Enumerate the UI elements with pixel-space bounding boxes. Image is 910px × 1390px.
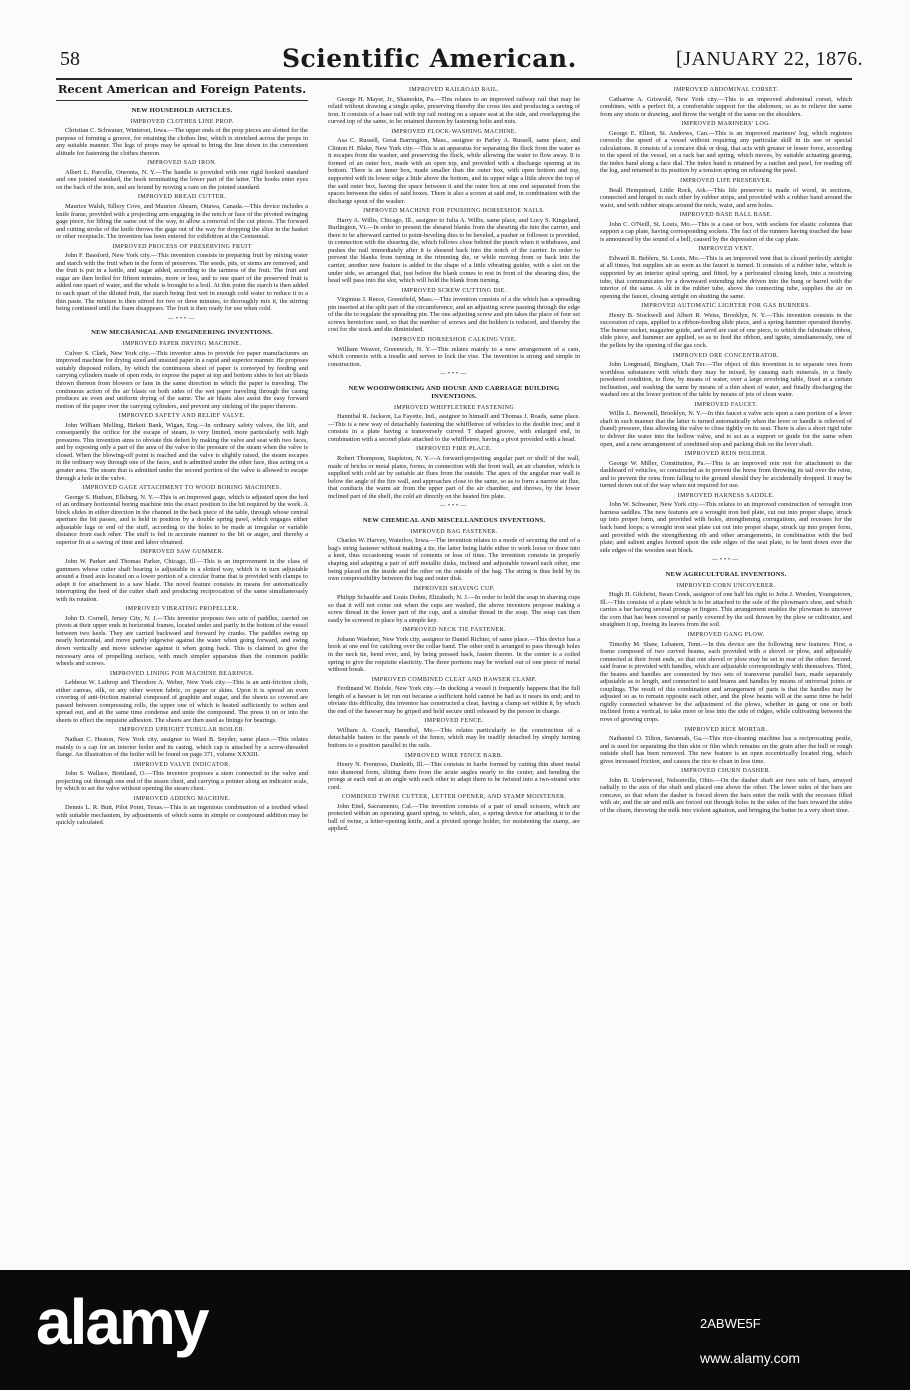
article-body: Beall Hempstead, Little Rock, Ark.—This life preserver is made of wood, in sections, connected and hinged to each other by rubber strips, and provided with a rubber band around the waist, and with rubber straps around the neck, waist, and arm holes. — [600, 186, 852, 209]
article-body: Dennis L. R. Butt, Pilot Point, Texas.—This is an ingenious combination of a toothed wheel with suitable mechanism, by adjustments of which sums in simple or compound addition may be quickly calculated. — [56, 804, 308, 827]
article-heading: IMPROVED BASE BALL BASE. — [679, 212, 773, 219]
article-body: Robert Thompson, Stapleton, N. Y.—A forward-projecting angular part or shelf of the wall, made of bricks or metal plates, forms, in connection with the front wall, an air chamber, which is supplied with cold air by suitable air flues from the outside. The apex of the angular rear wall is below the angle of the fire wall, and approaches close to the same, so as to form a narrow air flue, that conducts the warm air from the upper part of the air chamber, and throws, by the lower inclined part of the shelf, the cold air directly on the heated fire plate. — [328, 454, 580, 500]
article-heading: IMPROVED VIBRATING PROPELLER. — [125, 606, 239, 613]
article-heading: IMPROVED PROCESS OF PRESERVING FRUIT — [112, 243, 252, 250]
stock-url: www.alamy.com — [700, 1350, 801, 1366]
article-body: John Eitel, Sacramento, Cal.—The invention consists of a pair of small scissors, which are protected within an operating guard spring, to which, also, a spring device for attaching it to the ball of twine, a letter-opening knife, and a pivoted sponge holder, for moistening the stamp, are applied. — [328, 802, 580, 833]
article-body: John Longmaid, Bingham, Utah Ter.—The object of this invention is to separate ores from worthless substances with which they may be mixed, by causing such minerals, in a finely powdered condition, to flow, by means of water, over a large revolving table, fixed at a certain inclination, and washing the same by means of a thin sheet of water, and finally discharging the washed ore at the lower portion of the table by means of jets of clean water. — [600, 361, 852, 399]
article-heading: IMPROVED LIFE PRESERVER. — [680, 178, 772, 185]
article-heading: IMPROVED NECK TIE FASTENER. — [402, 627, 506, 634]
article-body: Hannibal R. Jackson, La Fayette, Ind., assignor to himself and Thomas J. Roads, same place.—This is a new way of detachably fastening the whiffletree of vehicles to the double tree; and it consists in a plate having a transversely curved T shaped groove, with enlarged end, in combination with a second plate attached to the whiffletree, having a pivot provided with a head. — [328, 413, 580, 443]
article-heading: IMPROVED COMBINED CLEAT AND HAWSER CLAMP. — [371, 676, 537, 683]
article-heading: IMPROVED CORN UNCOVERER. — [676, 582, 776, 589]
article-body: Timothy M. Shaw, Lebanon, Tenn.—In this device are the following new features: First, a frame composed of two curved beams, each provided with a shovel or plow, and adjustably connected at their front ends, so that one shovel or plow may be set in rear of the other. Second, said frame is provided with handles, which are adjustable correspondingly with themselves. Third, the beams and handles are connected by two sets of transverse parallel bars, made separately adjustable as to length, and connected to said beams and handles by means of universal joints or couplings. The result of this combination and arrangement of parts is that the handles may be adjusted so as to remain opposite each other, and the plow beams will at the same time be held rigidly connected whatever be the adjustment of the plows, whether in gang or one or both inclined from a vertical, to take more or less into the side of ridges, while cultivating between the rows of growing crops. — [600, 640, 852, 724]
article-heading: IMPROVED GANG PLOW. — [687, 632, 765, 638]
article-body: John W. Parker and Thomas Parker, Chicago, Ill.—This is an improvement in the class of gummers whose cutter shaft bearing is adjustable in a slotted way, which is in turn adjustable around a fixed axis located on a lower portion of a circular frame that is provided with clamps to adapt it for attachment to a saw blade. The novel feature consists in means for automatically interrupting the feed of the cutter shaft and producing reciprocation of the same simultaneously with its rotation. — [56, 557, 308, 603]
article-heading: IMPROVED FAUCET. — [694, 401, 758, 408]
article-body: John R. Underwood, Nelsonville, Ohio.—On the dasher shaft are two sets of bars, arrayed radially to the axis of the shaft and placed one above the other. The lower sides of the bars are concave, so that when the dasher is forced down the bars enter the milk with the recesses filled with air, and the air and milk are forced out through holes in the sides of the bars toward the sides of the churn, throwing the milk into violent agitation, and bringing the butter in a very short time. — [600, 776, 852, 815]
article-heading: IMPROVED ABDOMINAL CORSET. — [673, 87, 779, 93]
article-body: Nathaniel O. Tilton, Savannah, Ga.—This rice-cleaning machine has a reciprocating pestle, and is used for separating the thin skin or film which remains on the grain after the hull or rough outside shell has been removed. The new feature is an open eccentrically located ring, which gives increased friction, and causes the rice to clean in less time. — [600, 735, 852, 765]
article-heading: IMPROVED SAW GUMMER. — [140, 549, 224, 556]
article-body: Christian C. Schwaner, Winterset, Iowa.—The upper ends of the prop pieces are slotted for the purpose of forming a groove, for retaining the clothes line, which is stretched across the props in any suitable manner. The legs of props may be spread to bring the line down to the convenient altitude for fastening the clothes thereon. — [56, 127, 308, 157]
issue-date: [JANUARY 22, 1876. — [676, 48, 864, 70]
article-heading: IMPROVED WIRE FENCE BARB. — [405, 752, 503, 759]
article-heading: IMPROVED MACHINE FOR FINISHING HORSESHOE NAILS. — [363, 208, 545, 215]
masthead-title: Scientific American. — [282, 44, 577, 73]
article-heading: IMPROVED SCREW CUTTING DIE. — [401, 287, 507, 294]
article-heading: IMPROVED LINING FOR MACHINE BEARINGS. — [110, 670, 254, 677]
stock-image-id: 2ABWE5F — [700, 1316, 761, 1331]
article-body: Nathan C. Heaton, New York city, assignor to Ward B. Snyder, same place.—This relates mainly to a cap for an interior boiler and its casing, which cap is attached by a screw-threaded flange. An illustration of the boiler will be found on page 371, volume XXXIII. — [56, 736, 308, 759]
article-heading: IMPROVED GAGE ATTACHMENT TO WOOD BORING MACHINES. — [82, 485, 282, 492]
section-ornament: —•••— — [167, 315, 197, 322]
article-body: John F. Bassford, New York city.—This invention consists in preparing fruit by mixing water and starch with the fruit when in the form of preserves. The seeds, pits, or stems are removed, and the fruit is put in a kettle, and sugar added, according to the tartness of the fruit. The fruit and sugar are then boiled for fifteen minutes, more or less, and to one quart of the preserved fruit is added one quart of water, and the whole is brought to a boil. At this point the starch is then added to each quart of the diluted fruit, the starch being first wet in enough cold water to reduce it to a thin paste. The mixture is then stirred for two or three minutes, to thoroughly mix it, the stirring being continued until the foam disappears. The fruit is then ready for use when cold. — [56, 252, 308, 313]
section-heading: NEW AGRICULTURAL INVENTIONS. — [665, 570, 787, 578]
article-body: George S. Hudson, Ellsburg, N. Y.—This is an improved gage, which is adjusted upon the bed of an ordinary horizontal boring machine into the exact position to the bit required by the work. A block slides in either direction in the channel in the back piece of the table, through whose central aperture the bit passes, and is held in position by a double spring pawl, which engages either adjustable lugs or end of the stuff, according to the holes to be made at irregular or variable distance from each other. The stuff is fed in accurate manner to the bit or auger, and thereby a superior fit at a saving of time and labor obtained. — [56, 493, 308, 546]
article-heading: IMPROVED VALVE INDICATOR. — [133, 761, 231, 768]
column-3 — [600, 84, 852, 1234]
article-body: John W. Schwaner, New York city.—This relates to an improved construction of wrought iron harness saddles. The new features are a wrought iron bed plate, cut out into proper shape, struck up into proper form, and provided with holes, strengthening corrugations, and recesses for the back band loops; a wrought iron seat plate cut out into proper shape, struck up into proper form, and provided with the strengthening rib and other arrangements, in combination with the bed plate; and salient angles formed upon the side edges of the seat plate, to be bent down over the side edges of the wooden seat block. — [600, 501, 852, 554]
article-heading: IMPROVED HARNESS SADDLE. — [677, 492, 775, 499]
article-heading: IMPROVED UPRIGHT TUBULAR BOILER. — [119, 727, 245, 734]
article-heading: IMPROVED SAFETY AND RELIEF VALVE. — [118, 413, 246, 420]
article-heading: COMBINED TWINE CUTTER, LETTER OPENER, AND STAMP MOISTENER. — [341, 794, 567, 801]
article-body: Lebbeus W. Lathrop and Theodore A. Weber, New York city.—This is an anti-friction cloth, either canvas, silk, or any other woven fabric, or paper or skins. Upon it is spread an even covering of anti-friction material composed of graphite and sugar, and the sheets so covered are passed between compressing rolls, the upper one of which is heated sufficiently to soften and spread out, and at the same time condense and unite the compound. The press it on or into the sheets to effect the requisite adhesion. The sheets are then used as linings for bearings. — [56, 679, 308, 724]
article-body: Maurice Walsh, Sillery Cove, and Maurice Ahearn, Ottawa, Canada.—This device includes a knife frame, provided with a projecting arm engaging in the notch or face of the pivoted swinging gage piece, for lifting the same out of the way, to allow a removal of the cut pieces. The forward and cutting stroke of the knife throws the gage out of the way for dropping the slice in the basket or other receptacle. The invention has been entered for exhibition at the Centennial. — [56, 203, 308, 241]
section-ornament: —•••— — [439, 503, 469, 510]
article-body: John S. Wallace, Brettland, O.—This inventor proposes a stem connected to the valve and projecting out through one end of the steam chest, and carrying a pointer along an indicator scale, by which to set the valve without opening the steam chest. — [56, 770, 308, 793]
article-body: George E. Elliott, St. Andrews, Can.—This is an improved mariners' log, which registers correctly the speed of a vessel without requiring any particular skill in its use or special calculations. It consists of a concave disk or drag, that acts with greater or lesser force, according to the speed of the vessel, on a rack bar and spring, which moves, by suitable actuating gearing, the index hand along a face dial. The index hand is retained by a ratchet and pawl, for reading off the log, and returned to its position by a tension spring on releasing the pawl. — [600, 129, 852, 175]
article-body: Philipp Schauble and Louis Dohm, Elizabeth, N. J.—In order to hold the soap in shaving cups so that it will not come out when the cups are washed, the above inventors propose making a screw thread in the lower part of the cup, and a similar thread in the soap. The soap can then easily be screwed in place by a simple key. — [328, 594, 580, 624]
article-body: John William Melling, Birkett Bank, Wigan, Eng.—In ordinary safety valves, the lift, and consequently the orifice for the escape of steam, is very limited, more particularly with high pressures. This invention aims to obviate this defect by making the valve and seat with two faces, and by exposing only a part of the area of the valve to the pressure of the steam when the valve is closed. When the blowing-off point is reached and the valve is slightly raised, the steam escapes in the ordinary way through one of the faces, and is admitted under the other face, thus acting on a greater area. The steam that is admitted under the second portion of the valve is allowed to escape through a hole in the valve. — [56, 421, 308, 482]
article-body: Catharine A. Griswold, New York city.—This is an improved abdominal corset, which combines, with a perfect fit, a comfortable support for the abdomen, so as to relieve the same from any strain or drawing, and throw the weight of the same on the shoulders. — [600, 95, 852, 118]
section-heading: NEW HOUSEHOLD ARTICLES. — [131, 106, 233, 114]
article-heading: IMPROVED VENT. — [698, 246, 754, 253]
article-heading: IMPROVED FIRE PLACE. — [416, 446, 492, 453]
section-heading: NEW CHEMICAL AND MISCELLANEOUS INVENTIONS. — [362, 516, 546, 524]
article-heading: IMPROVED CLOTHES LINE PROP. — [130, 118, 234, 125]
section-title-rule — [56, 100, 308, 101]
article-body: Culver S. Clark, New York city.—This inventor aims to provide for paper manufacturers an improved machine for drying sized and unsized paper in a rapid and superior manner. He proposes suitably disposed rollers, by which the continuous sheet of paper is conveyed by feeding and carrying cylinders made of open rods, to expose the paper at top and bottom sides to hot air blasts thrown thereon from blowers or fans in the same direction in which the paper is traveling. The continuous action of the air blasts on both sides of the wet paper traveling through the casing produces an even and uniform drying of the same. The air blasts also assist the easy forward motion of the paper over the carrying cylinders, and prevent any sticking of the paper thereon. — [56, 349, 308, 410]
article-heading: IMPROVED RAILROAD RAIL. — [408, 87, 500, 93]
article-body: George H. Mayer, Jr., Shamokin, Pa.—This relates to an improved railway rail that may be relaid without drawing a single spike, preserving thereby the cross ties and producing a saving of iron. It consists of a base rail with top rail resting on a square seat at the side, and overlapping the curved top of the same, to be retained thereon by fastening bolts and nuts. — [328, 95, 580, 126]
article-body: William Weaver, Greenwich, N. Y.—This relates mainly to a new arrangement of a cam, which connects with a treadle and serves to lock the vise. The invention is strong and simple in construction. — [328, 345, 580, 368]
article-heading: IMPROVED ADDING MACHINE. — [133, 795, 231, 802]
section-ornament: —•••— — [439, 371, 469, 378]
section-title: Recent American and Foreign Patents. — [57, 84, 307, 96]
article-heading: IMPROVED AUTOMATIC LIGHTER FOR GAS BURNERS. — [641, 303, 811, 310]
article-heading: IMPROVED ORE CONCENTRATOR. — [672, 352, 780, 359]
column-1 — [56, 84, 308, 1234]
article-body: John C. O'Neill, St. Louis, Mo.—This is a case or box, with sockets for elastic columns that support a cap plate, having corresponding sockets. The fact of the runners having touched the base is announced by the sound of a bell, caused by the depression of the cap plate. — [600, 220, 852, 243]
article-heading: IMPROVED HORSESHOE CALKING VISE. — [391, 336, 517, 343]
article-body: John D. Cornell, Jersey City, N. J.—This inventor proposes two sets of paddles, carried on pivots at their upper ends in horizontal frames, located under and partly in the bottom of the vessel between two keels. They are carried backward and forward by cranks. The paddles swing up nearly horizontal, and move partly edgewise against the water when going forward, and swing down vertically and move sidewise against it when going back. This is claimed to give the necessary area of propelling surface, with much simpler apparatus than the common paddle wheels and screws. — [56, 614, 308, 668]
article-body: George W. Miller, Constitution, Pa.—This is an improved rein rest for attachment to the dashboard of vehicles, so constructed as to prevent the horse from throwing its tail over the reins, and to prevent the reins from falling to the ground should they be accidentally dropped. It may be turned down out of the way when not required for use. — [600, 459, 852, 490]
stock-logo: alamy — [36, 1286, 208, 1358]
article-body: Hugh H. Gilchrist, Swan Creek, assignor of one half his right to John J. Worden, Youngstown, Ill.—This consists of a plate which is to be attached to the sole of the plowman's shoe, and which carries a bar having several prongs or fingers. This arrangement enables the plowman to uncover the corn that has been covered or partly covered by the soil thrown by the plow or cultivator, and straighten it up, freeing its leaves from the soil. — [600, 591, 852, 629]
article-body: Virginius J. Reece, Greenfield, Mass.—This invention consists of a die which has a spreading pin inserted at the split part of the circumference, and an adjusting screw passing through the edge of the die to regulate the spreading pin. The one adjusting screw and pin takes the place of four set screws heretofore used, so that the number of screws and die holders is reduced, and thereby the cost for die stock and die diminished. — [328, 296, 580, 334]
article-body: Ferdinand W. Hofele, New York city.—In docking a vessel it frequently happens that the full length of a hawser is let run out because a sufficient hold cannot be had as it nears its end; and to obviate this difficulty, this inventor has constructed a cleat, having a clamp set within it, by which the end of the hawser may be griped and held secure until released by the person in charge. — [328, 685, 580, 715]
article-body: Johann Waehner, New York city, assignor to Daniel Richter, of same place.—This device has a hook at one end for catching over the collar band. The other end is arranged to pass through holes in the neck tie, bend over, and, by being pressed back, fasten thereto. In the center is a coiled spring to give the requisite elasticity. The three portions may be worked out of one piece of metal without break. — [328, 635, 580, 674]
section-heading: NEW MECHANICAL AND ENGINEERING INVENTIONS. — [91, 329, 273, 337]
section-ornament: —•••— — [711, 557, 741, 564]
article-body: Asa C. Russell, Great Barrington, Mass., assignor to Parley A. Russell, same place, and Clinton H. Blake, New York city.—This is an apparatus for separating the flock from the water as it escapes from the washer, and preserving the flock, while allowing the water to flow away. It is formed of an outer box, made with an open top, and provided with a discharge opening at its bottom. There is an inner box, made smaller than the outer box, with open bottom and top, supported with its lower edge a little above the bottom, and its upper edge a little above the top of the said outer box, having the space between it and the outer box at one end separated from the spaces between the sides of said boxes. There is also a screen at said end, in combination with the discharge spout of the washer. — [328, 137, 580, 205]
section-heading: NEW WOODWORKING AND HOUSE AND CARRIAGE BUILDING INVENTIONS. — [348, 384, 560, 400]
article-heading: IMPROVED MARINERS' LOG. — [681, 121, 771, 128]
column-2 — [328, 84, 580, 1234]
article-heading: IMPROVED BAG FASTENER. — [410, 528, 498, 535]
article-heading: IMPROVED RICE MORTAR. — [684, 726, 768, 733]
article-body: Henry B. Stockwell and Albert R. Weiss, Brooklyn, N. Y.—This invention consists in the succession of caps, applied to a ribbon-feeding slide piece, and a spring hammer operated thereby. The burner socket, magazine guide, and anvil are cast of one piece, to which the fulminate ribbon, slide piece, and hammer are applied, so as to feed the ribbon, and ignite, simultaneously, one of the pellets by the opening of the gas cock. — [600, 311, 852, 349]
article-heading: IMPROVED SHAVING CUP. — [413, 585, 495, 592]
article-body: Albert L. Parcelle, Oneonta, N. Y.—The handle is provided with one rigid hooked standard and one jointed standard, the hook terminating the lower part of the latter. The hooks enter eyes on the back of the iron, and are bound by moving a cam on the jointed standard. — [56, 168, 308, 191]
article-body: Edward R. Beblers, St. Louis, Mo.—This is an improved vent that is closed perfectly airtight at all times, but supplies air as soon as the faucet is turned. It consists of a rubber tube, which is supported by an interior spiral spring, and fitted, by a perforated closing knob, into a receiving tube, that communicates by a downward extending tube driven into the bung or barrel with the interior of the same. A slit in the rubber tube, above the connecting tube, supplies the air on opening the faucet, closing airtight on shutting the same. — [600, 254, 852, 300]
article-body: Henry N. Frentress, Dunleith, Ill.—This consists in barbs formed by cutting thin sheet metal into diamond form, slitting them from the acute angles nearly to the center, and bending the prongs at each end at an angle with each other to adapt them to be twisted into a two-strand wire cord. — [328, 761, 580, 791]
article-heading: IMPROVED PAPER DRYING MACHINE. — [122, 341, 242, 348]
article-heading: IMPROVED SAD IRON. — [147, 160, 217, 167]
article-body: Willis L. Brownell, Brooklyn, N. Y.—In this faucet a valve acts upon a cam portion of a lever shaft in such manner that the latter is turned automatically when the lever or handle is relieved of (hand) pressure, thus allowing the valve to close tightly on its seat. There is also a short rigid tube to deliver the water into the hollow valve, and to act as a support or guide for the same when open, and a new arrangement of combined stop and packing disk on the lever shaft. — [600, 410, 852, 448]
article-heading: IMPROVED FLOCK-WASHING MACHINE. — [391, 128, 517, 135]
article-heading: IMPROVED FENCE. — [424, 718, 484, 725]
article-body: William A. Couch, Hannibal, Mo.—This relates particularly to the construction of a detachable batten to the panels of the fence, which may be readily detached by simply turning buttons to a position parallel to the rails. — [328, 726, 580, 750]
page-number: 58 — [60, 48, 80, 70]
header-rule — [56, 78, 852, 80]
article-heading: IMPROVED CHURN DASHER. — [681, 768, 771, 775]
article-heading: IMPROVED REIN HOLDER. — [684, 451, 768, 458]
article-heading: IMPROVED BREAD CUTTER. — [137, 194, 227, 201]
article-body: Harry A. Willis, Chicago, Ill., assignor to Julia A. Willis, same place, and Lucy S. Kingsland, Burlington, Vt.—In order to present the sheared blanks from the shearing die into the carrier, and there to be afterward carried to point-beveling dies to be beveled, a pusher or follower is provided, in connection with the shearing die, which follows close behind the punch when it withdraws, and pushes the nail immediately after it is sheared back into the notch of the carrier. In order to prevent the blanks from turning in the trimming die, or while moving from or back into the carrier, another new feature is added in the shape of a little vibrating guider, with a slot on the under side, so arranged that, just before the blank comes to rest in front of the shearing dies, the head will pass into the slot, which will hold the blank from turning. — [328, 216, 580, 285]
article-heading: IMPROVED WHIFFLETREE FASTENING — [393, 404, 515, 411]
article-body: Charles W. Harvey, Waterloo, Iowa.—The invention relates to a mode of securing the end of a bag's string fastener without making a tie, the latter being liable either to work loose or draw into a knot, thus occasioning waste of contents or loss of time. The invention consists in properly shaping and adapting a pair of stiff metallic disks, inclined and adjustable toward each other, one being placed on the inside and the other on the outside of the bag. The string is thus held by its own compressibility between the bag and outer disk. — [328, 537, 580, 583]
